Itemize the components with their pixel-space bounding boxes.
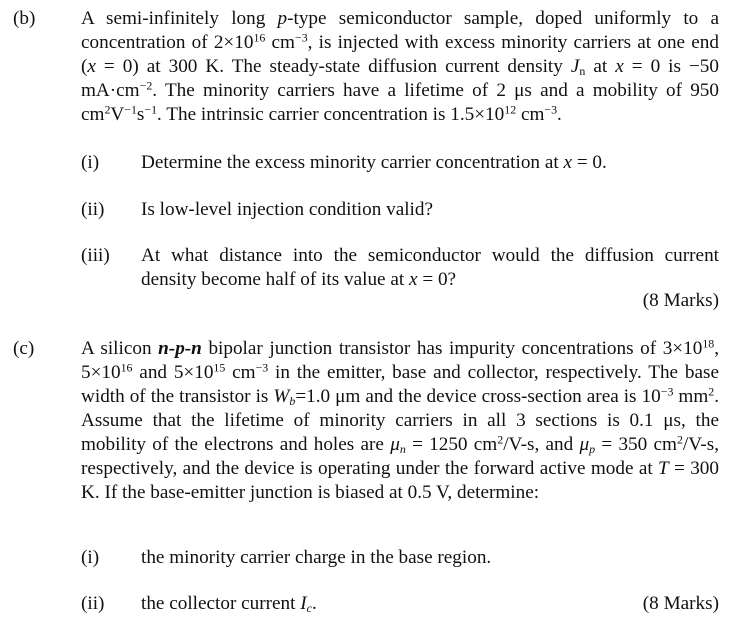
question-b-i-label: (i) bbox=[81, 152, 100, 173]
question-b-ii-label: (ii) bbox=[81, 199, 105, 220]
question-c-ii-text: the collector current $I_c$. bbox=[141, 593, 317, 615]
question-c-marks: (8 Marks) bbox=[642, 593, 719, 614]
question-b-statement: A semi-infinitely long p-type semiconductor sample, doped uniformly to a concentration of $2\times 10^{16}$ $cm^{-3}$, is injected with excess minority carriers at one end (x = 0) at 300 K. The steady-state diffusion current density $J_n$ at x = 0 is −50 $mA\cdot cm^{-2}$. The minority carriers have a lifetime of 2 μs and a mobility of 950 $cm^2V^{-1}s^{-1}$. The intrinsic carrier concentration is $1.5\times 10^{12}$ $cm^{-3}$. bbox=[81, 8, 719, 125]
question-c-ii-label: (ii) bbox=[81, 593, 105, 614]
question-b-iii-text: At what distance into the semiconductor would the diffusion current density become half of its value at x = 0? bbox=[141, 245, 719, 290]
question-b-marks: (8 Marks) bbox=[642, 290, 719, 311]
question-b-label: (b) bbox=[13, 8, 36, 29]
question-b-ii-text: Is low-level injection condition valid? bbox=[141, 199, 434, 220]
question-b-i-text: Determine the excess minority carrier concentration at x = 0. bbox=[141, 152, 607, 173]
question-c-i-text: the minority carrier charge in the base region. bbox=[141, 547, 492, 568]
question-c-i-label: (i) bbox=[81, 547, 100, 568]
question-c-statement: A silicon n-p-n bipolar junction transistor has impurity concentrations of $3\times 10^{18}$, $5\times 10^{16}$ and $5\times 10^{15}$ $cm^{-3}$ in the emitter, base and collector, respectively. The base width of the transistor is $W_b=1.0$ μm and the device cross-section area is $10^{-3}$ $mm^2$. Assume that the lifetime of minority carriers in all 3 sections is 0.1 μs, the mobility of the electrons and holes are $\mu_n = 1250$ $cm^2/V-s$, and $\mu_p = 350$ $cm^2/V-s$, respectively, and the device is operating under the forward active mode at T = 300 K. If the base-emitter junction is biased at 0.5 V, determine: bbox=[81, 336, 719, 503]
question-b-iii-label: (iii) bbox=[81, 245, 110, 266]
question-c-label: (c) bbox=[13, 338, 35, 359]
